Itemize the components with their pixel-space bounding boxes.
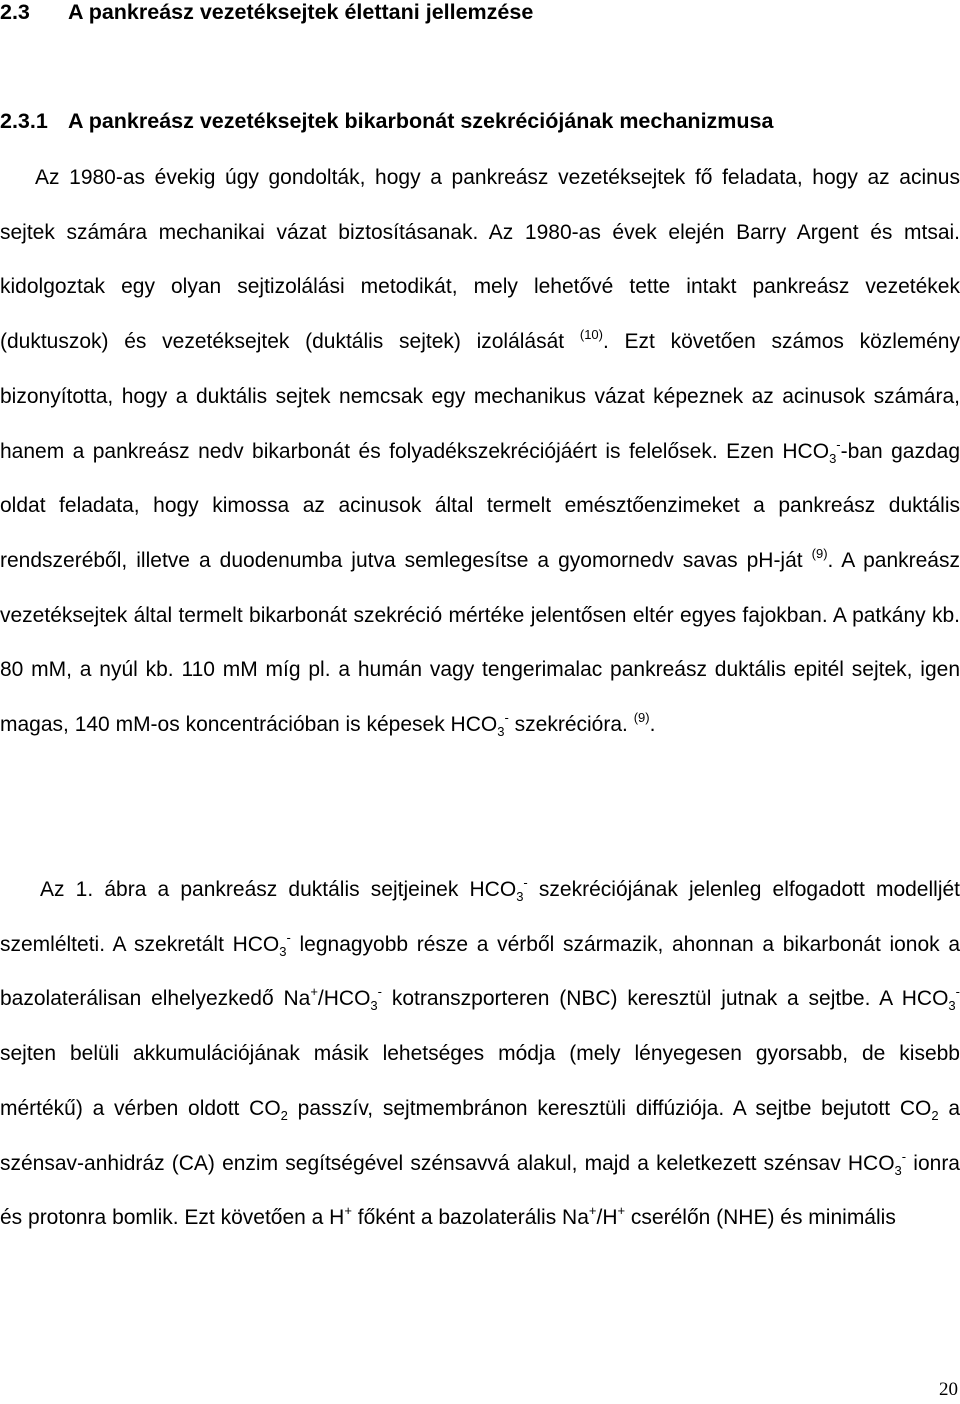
citation-ref: (10) (579, 327, 603, 343)
superscript: - (901, 1148, 907, 1164)
section-heading (0, 0, 533, 26)
text-run: . A pankreász vezetéksejtek által termelt bikarbonát szekréció mértéke jelentősen eltér egyes fajokban. A patkány kb. 80 mM, a nyúl kb. 110 mM míg pl. a humán vagy tengerimalac pankreász duktális epitél sejtek, igen magas, 140 mM-os koncentrációban is képesek HCO (0, 548, 960, 737)
text-run: . (649, 713, 656, 737)
paragraph-model (0, 863, 960, 1246)
text-run: Az 1980-as évekig úgy gondolták, hogy a pankreász vezetéksejtek fő feladata, hogy az acinus sejtek számára mechanikai vázat biztosításanak. Az 1980-as évek elején Barry Argent és mtsai. kidolgoztak egy olyan sejtizolálási metodikát, mely lehetővé tette intakt pankreász vezetékek (duktuszok) és vezetéksejtek (duktális sejtek) izolálását (0, 166, 960, 354)
subsection-title: A pankreász vezetéksejtek bikarbonát szekréciójának mechanizmusa (68, 109, 774, 133)
text-run: . Ezt követően számos közlemény bizonyította, hogy a duktális sejtek nemcsak egy mechanikus vázat képeznek az acinusok számára, hanem a pankreász nedv bikarbonát és folyadékszekréciójáért is felelősek. Ezen HCO (0, 330, 960, 463)
citation-ref: (9) (633, 710, 650, 726)
subscript: 3 (829, 450, 837, 466)
text-run: legnagyobb része a vérből származik, ahonnan a bikarbonát ionok a bazolaterálisan elhelyezkedő Na (0, 932, 960, 1011)
superscript: - (955, 984, 960, 1000)
superscript: - (523, 875, 528, 890)
text-run: szekréciójának jelenleg elfogadott modelljét szemlélteti. A szekretált HCO (0, 878, 960, 956)
paragraph-history (0, 151, 960, 753)
citation-ref: (9) (811, 545, 828, 561)
text-run: a szénsav-anhidráz (CA) enzim segítségével szénsavvá alakul, majd a keletkezett szénsav HCO (0, 1096, 960, 1175)
superscript: + (588, 1203, 597, 1219)
text-run: sejten belüli akkumulációjának másik lehetséges módja (mely lényegesen gyorsabb, de kisebb mértékű) a vérben oldott CO (0, 1042, 960, 1120)
subscript: 3 (497, 724, 505, 740)
superscript: - (286, 929, 291, 945)
superscript: - (377, 984, 382, 1000)
text-run: Az 1. ábra a pankreász duktális sejtjeinek HCO (40, 878, 517, 901)
text-run: passzív, sejtmembránon keresztüli diffúziója. A sejtbe bejutott CO (287, 1096, 932, 1120)
superscript: - (836, 436, 841, 452)
subsection-number: 2.3.1 (0, 109, 48, 133)
subscript: 2 (280, 1107, 288, 1123)
subscript: 3 (894, 1162, 902, 1178)
text-run: ionra és protonra bomlik. Ezt követően a H (0, 1151, 960, 1230)
superscript: - (504, 710, 509, 726)
superscript: + (617, 1203, 626, 1219)
text-run: -ban gazdag oldat feladata, hogy kimossa az acinusok által termelt emésztőenzimeket a pankreász duktális rendszeréből, illetve a duodenumba jutva semlegesítse a gyomornedv savas pH-ját (0, 439, 960, 572)
superscript: + (310, 984, 318, 1000)
text-run: cserélőn (NHE) és minimális (625, 1206, 896, 1230)
text-run: /H (596, 1206, 618, 1230)
subscript: 3 (279, 943, 287, 959)
text-run: szekrécióra. (508, 713, 634, 737)
text-run: főként a bazolaterális Na (351, 1206, 589, 1230)
superscript: + (344, 1203, 352, 1219)
subscript: 3 (948, 998, 956, 1014)
text-run: kotranszporteren (NBC) keresztül jutnak a sejtbe. A HCO (382, 987, 949, 1011)
subscript: 3 (516, 889, 524, 904)
subscript: 2 (931, 1107, 939, 1123)
page-number: 20 (939, 1379, 958, 1400)
section-title: A pankreász vezetéksejtek élettani jellemzése (68, 0, 534, 24)
subscript: 3 (370, 998, 378, 1014)
section-number: 2.3 (0, 0, 30, 24)
text-run: /HCO (317, 987, 371, 1011)
subsection-heading (0, 107, 773, 135)
